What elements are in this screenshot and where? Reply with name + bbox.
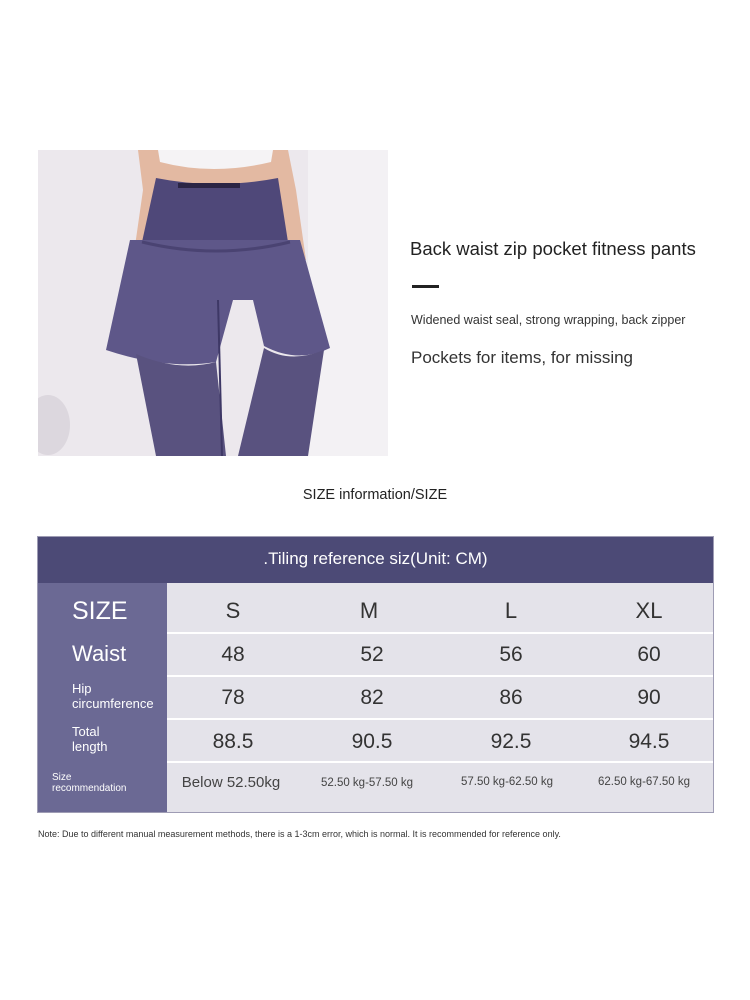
table-cell: 52.50 kg-57.50 kg (320, 777, 414, 789)
table-cell: 48 (221, 643, 245, 666)
feature-text-1: Widened waist seal, strong wrapping, back zipper (411, 313, 686, 327)
table-cell: 94.5 (628, 730, 670, 753)
table-cell: 82 (360, 686, 384, 709)
size-column-header: S (225, 598, 241, 623)
title-divider (412, 285, 439, 288)
table-cell: 86 (499, 686, 523, 709)
size-column-header: M (359, 598, 379, 623)
row-label-waist: Waist (72, 641, 127, 666)
table-cell: 78 (221, 686, 245, 709)
table-cell: 90 (637, 686, 661, 709)
table-cell: 90.5 (351, 730, 393, 753)
row-divider (167, 675, 713, 677)
row-label-total-length: Total length (72, 724, 108, 754)
table-cell: Below 52.50kg (181, 774, 281, 791)
row-divider (167, 761, 713, 763)
table-cell: 52 (360, 643, 384, 666)
table-cell: 92.5 (490, 730, 532, 753)
table-header: .Tiling reference siz(Unit: CM) (38, 537, 713, 583)
product-photo (38, 150, 388, 456)
size-column-header: XL (635, 598, 663, 623)
size-column-header: L (504, 598, 518, 623)
product-title: Back waist zip pocket fitness pants (410, 238, 696, 259)
size-section-heading: SIZE information/SIZE (302, 487, 448, 503)
row-label-size-recommendation: Size recommendation (52, 772, 127, 794)
fitness-pants-illustration (38, 150, 388, 456)
row-divider (167, 718, 713, 720)
measurement-note: Note: Due to different manual measurement methods, there is a 1-3cm error, which is normal. It is recommended for reference only. (38, 829, 561, 839)
table-cell: 62.50 kg-67.50 kg (597, 776, 691, 788)
table-cell: 88.5 (212, 730, 254, 753)
size-table (38, 537, 713, 812)
row-divider (167, 632, 713, 634)
table-cell: 57.50 kg-62.50 kg (460, 776, 554, 788)
feature-text-2: Pockets for items, for missing (411, 348, 634, 367)
table-cell: 56 (499, 643, 523, 666)
size-label: SIZE (72, 597, 128, 625)
row-label-column (38, 583, 167, 812)
row-label-hip: Hip circumference (72, 681, 154, 711)
table-cell: 60 (637, 643, 661, 666)
